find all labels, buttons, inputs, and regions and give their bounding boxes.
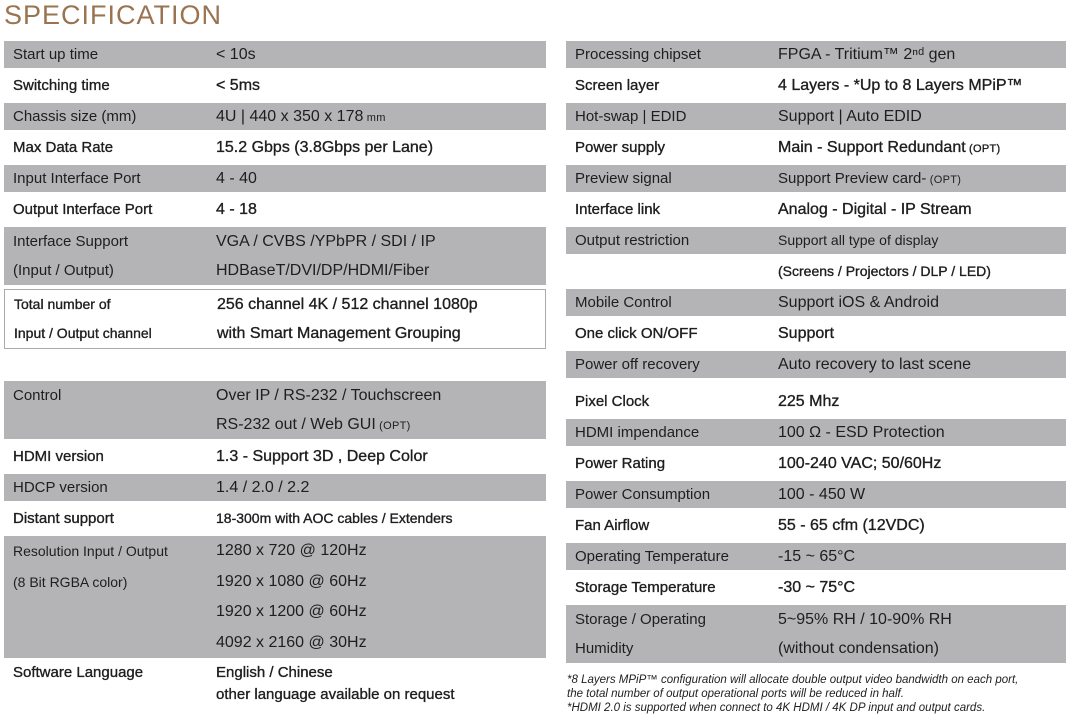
spec-value: 4 - 18 bbox=[216, 201, 257, 218]
spec-label: Software Language bbox=[13, 664, 144, 681]
spec-label: Resolution Input / Output (8 Bit RGBA color) bbox=[13, 543, 168, 590]
spec-left-table bbox=[4, 41, 546, 710]
spec-value: Auto recovery to last scene bbox=[778, 356, 971, 373]
spec-value: Analog - Digital - IP Stream bbox=[778, 201, 972, 218]
spec-row bbox=[566, 227, 1066, 254]
spec-row bbox=[566, 72, 1066, 99]
spec-row bbox=[4, 72, 546, 99]
spec-row bbox=[4, 227, 546, 285]
spec-value: 100-240 VAC; 50/60Hz bbox=[778, 455, 942, 472]
value-text: Support Preview card- bbox=[778, 170, 927, 187]
spec-label: Power supply bbox=[575, 139, 666, 156]
spec-row bbox=[566, 320, 1066, 347]
spec-row bbox=[4, 289, 546, 349]
spec-row bbox=[4, 381, 546, 439]
spec-row bbox=[566, 388, 1066, 415]
spec-row bbox=[4, 134, 546, 161]
spec-label: Screen layer bbox=[575, 77, 660, 94]
spec-value: 1.4 / 2.0 / 2.2 bbox=[216, 479, 310, 496]
spec-row bbox=[566, 41, 1066, 68]
spec-label: Chassis size (mm) bbox=[13, 108, 137, 125]
value-small-suffix: (OPT) bbox=[375, 420, 411, 432]
spec-row bbox=[4, 662, 546, 706]
spec-value: 256 channel 4K / 512 channel 1080p with Smart Management Grouping bbox=[217, 296, 478, 342]
spec-label: Control bbox=[13, 387, 62, 404]
spec-value: < 5ms bbox=[216, 77, 261, 94]
table-gap bbox=[4, 353, 546, 381]
spec-value: 100 - 450 W bbox=[778, 486, 866, 503]
spec-row bbox=[566, 419, 1066, 446]
spec-value: 1280 x 720 @ 120Hz 1920 x 1080 @ 60Hz 1920 x 1200 @ 60Hz 4092 x 2160 @ 30Hz bbox=[216, 542, 367, 651]
spec-right-table bbox=[566, 41, 1066, 715]
spec-label: HDMI impendance bbox=[575, 424, 700, 441]
spec-value: 15.2 Gbps (3.8Gbps per Lane) bbox=[216, 139, 434, 156]
spec-row bbox=[566, 481, 1066, 508]
spec-row bbox=[566, 103, 1066, 130]
value-text: 4U | 440 x 350 x 178 bbox=[216, 108, 364, 125]
spec-row bbox=[566, 450, 1066, 477]
value-text: Main - Support Redundant bbox=[778, 139, 966, 156]
spec-label: Preview signal bbox=[575, 170, 672, 187]
spec-row bbox=[566, 605, 1066, 663]
spec-label: Interface Support (Input / Output) bbox=[13, 233, 129, 279]
spec-label: Total number of Input / Output channel bbox=[14, 296, 152, 341]
spec-value: Support all type of display bbox=[778, 232, 939, 248]
footnote-line: *8 Layers MPiP™ configuration will allocate double output video bandwidth on each port, bbox=[567, 674, 1019, 686]
page-title: SPECIFICATION bbox=[4, 0, 223, 30]
value-small-suffix: (OPT) bbox=[926, 174, 962, 186]
spec-value: 4 Layers - *Up to 8 Layers MPiP™ bbox=[778, 77, 1023, 94]
value-small-suffix: (OPT) bbox=[965, 143, 1001, 155]
spec-row bbox=[566, 351, 1066, 378]
spec-value: (Screens / Projectors / DLP / LED) bbox=[778, 263, 991, 279]
footnotes bbox=[566, 673, 1066, 715]
spec-value: Support iOS & Android bbox=[778, 294, 939, 311]
spec-label: Processing chipset bbox=[575, 46, 701, 63]
spec-label: Start up time bbox=[13, 46, 99, 63]
spec-label: Switching time bbox=[13, 77, 110, 94]
spec-row bbox=[4, 41, 546, 68]
spec-value: Support | Auto EDID bbox=[778, 108, 922, 125]
spec-label: HDCP version bbox=[13, 479, 108, 496]
spec-row bbox=[4, 103, 546, 130]
spec-label: Distant support bbox=[13, 510, 114, 527]
spec-row bbox=[566, 134, 1066, 161]
spec-row bbox=[4, 505, 546, 532]
spec-value: 100 Ω - ESD Protection bbox=[778, 424, 945, 441]
spec-value: -30 ~ 75°C bbox=[778, 579, 856, 596]
spec-label: Output Interface Port bbox=[13, 201, 153, 218]
spec-value: 1.3 - Support 3D , Deep Color bbox=[216, 448, 428, 465]
spec-label: Hot-swap | EDID bbox=[575, 108, 687, 125]
spec-label: Power Consumption bbox=[575, 486, 711, 503]
spec-row bbox=[566, 258, 1066, 285]
spec-label: Interface link bbox=[575, 201, 661, 218]
spec-row bbox=[4, 474, 546, 501]
spec-row bbox=[566, 512, 1066, 539]
spec-label: Storage / Operating Humidity bbox=[575, 611, 706, 657]
footnote-line: *HDMI 2.0 is supported when connect to 4K HDMI / 4K DP input and output cards. bbox=[567, 702, 986, 714]
spec-value: Over IP / RS-232 / Touchscreen RS-232 out / Web GUI (OPT) bbox=[216, 387, 442, 433]
spec-row bbox=[566, 196, 1066, 223]
spec-row bbox=[566, 289, 1066, 316]
spec-label: Power Rating bbox=[575, 455, 666, 472]
spec-label: Max Data Rate bbox=[13, 139, 114, 156]
spec-value bbox=[216, 103, 546, 130]
spec-row bbox=[4, 165, 546, 192]
value-small-suffix: mm bbox=[363, 112, 386, 124]
spec-row bbox=[566, 165, 1066, 192]
spec-value: English / Chinese other language available on request bbox=[216, 664, 455, 703]
spec-label bbox=[566, 258, 778, 285]
spec-label: Mobile Control bbox=[575, 294, 672, 311]
spec-label: Operating Temperature bbox=[575, 548, 729, 565]
spec-value: FPGA - Tritium™ 2ⁿᵈ gen bbox=[778, 46, 956, 63]
spec-label: One click ON/OFF bbox=[575, 325, 698, 342]
spec-row bbox=[4, 196, 546, 223]
spec-value bbox=[778, 134, 1066, 161]
spec-row bbox=[566, 543, 1066, 570]
spec-value: 225 Mhz bbox=[778, 393, 840, 410]
spec-value: -15 ~ 65°C bbox=[778, 548, 856, 565]
spec-label: Pixel Clock bbox=[575, 393, 650, 410]
spec-value: 4 - 40 bbox=[216, 170, 257, 187]
value-text: RS-232 out / Web GUI bbox=[216, 416, 376, 433]
spec-label: Output restriction bbox=[575, 232, 690, 249]
spec-label: Fan Airflow bbox=[575, 517, 650, 534]
spec-value: < 10s bbox=[216, 46, 256, 63]
spec-label: Storage Temperature bbox=[575, 579, 716, 596]
footnote-line: the total number of output operational ports will be reduced in half. bbox=[567, 688, 904, 700]
spec-row bbox=[566, 574, 1066, 601]
spec-value: VGA / CVBS /YPbPR / SDI / IP HDBaseT/DVI/DP/HDMI/Fiber bbox=[216, 233, 436, 279]
spec-value: 5~95% RH / 10-90% RH (without condensation) bbox=[778, 611, 952, 657]
spec-row bbox=[4, 443, 546, 470]
spec-value: 18-300m with AOC cables / Extenders bbox=[216, 510, 453, 526]
spec-label: HDMI version bbox=[13, 448, 104, 465]
spec-value bbox=[778, 165, 1066, 192]
spec-value: Support bbox=[778, 325, 835, 342]
spec-row bbox=[4, 536, 546, 658]
spec-value: 55 - 65 cfm (12VDC) bbox=[778, 517, 925, 534]
spec-label: Power off recovery bbox=[575, 356, 700, 373]
spec-label: Input Interface Port bbox=[13, 170, 141, 187]
